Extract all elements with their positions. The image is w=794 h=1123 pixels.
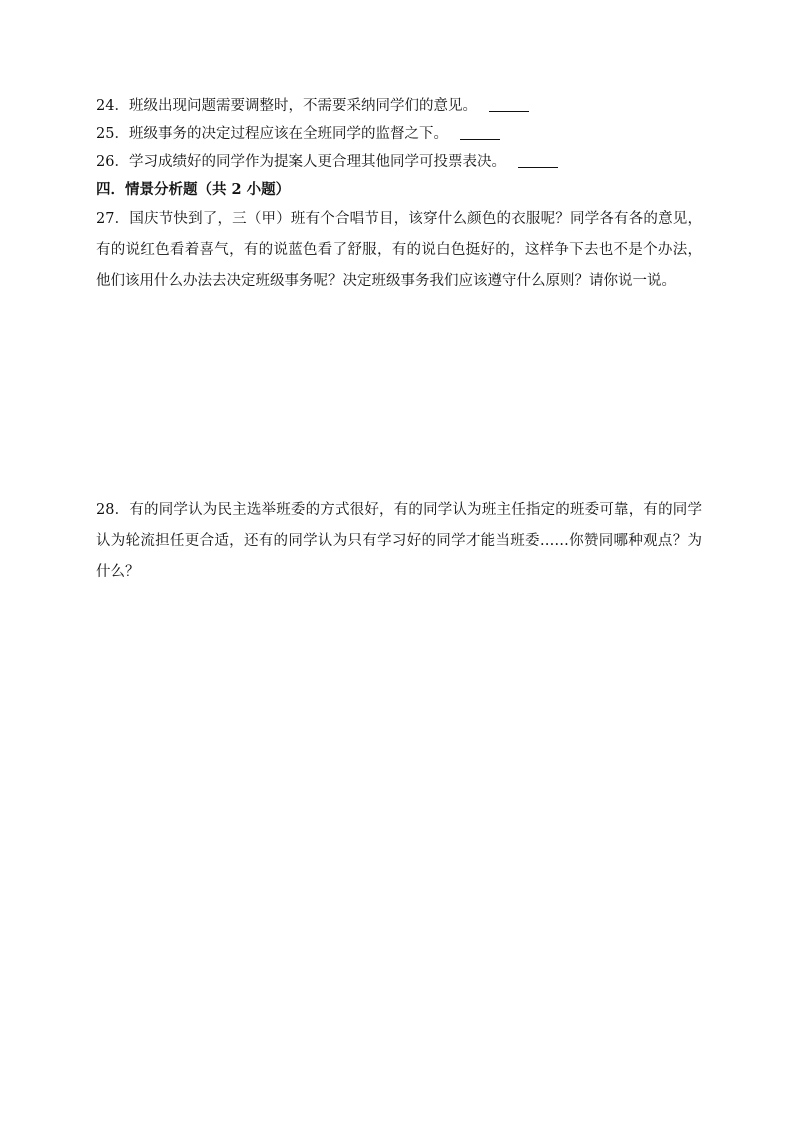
- question-26-text: 26．学习成绩好的同学作为提案人更合理其他同学可投票表决。: [96, 154, 506, 170]
- question-25-text: 25．班级事务的决定过程应该在全班同学的监督之下。: [96, 126, 448, 142]
- question-28: 28．有的同学认为民主选举班委的方式很好，有的同学认为班主任指定的班委可靠，有的同学认为轮流担任更合适，还有的同学认为只有学习好的同学才能当班委……你赞同哪种观点？为什么？: [96, 502, 702, 580]
- question-27: 27．国庆节快到了，三（甲）班有个合唱节目，该穿什么颜色的衣服呢？同学各有各的意见，有的说红色看着喜气，有的说蓝色看了舒服，有的说白色挺好的，这样争下去也不是个办法，他们该用什么办法去决定班级事务呢？决定班级事务我们应该遵守什么原则？请你说一说。: [96, 211, 702, 289]
- answer-blank-26[interactable]: [518, 151, 558, 168]
- section-heading: 四．情景分析题（共 2 小题）: [96, 181, 291, 198]
- question-26: [96, 148, 702, 176]
- answer-blank-24[interactable]: [489, 95, 529, 112]
- question-25: [96, 120, 702, 148]
- answer-blank-25[interactable]: [460, 123, 500, 140]
- question-24: [96, 92, 702, 120]
- question-24-text: 24．班级出现问题需要调整时，不需要采纳同学们的意见。: [96, 98, 477, 114]
- worksheet-page: [96, 92, 702, 580]
